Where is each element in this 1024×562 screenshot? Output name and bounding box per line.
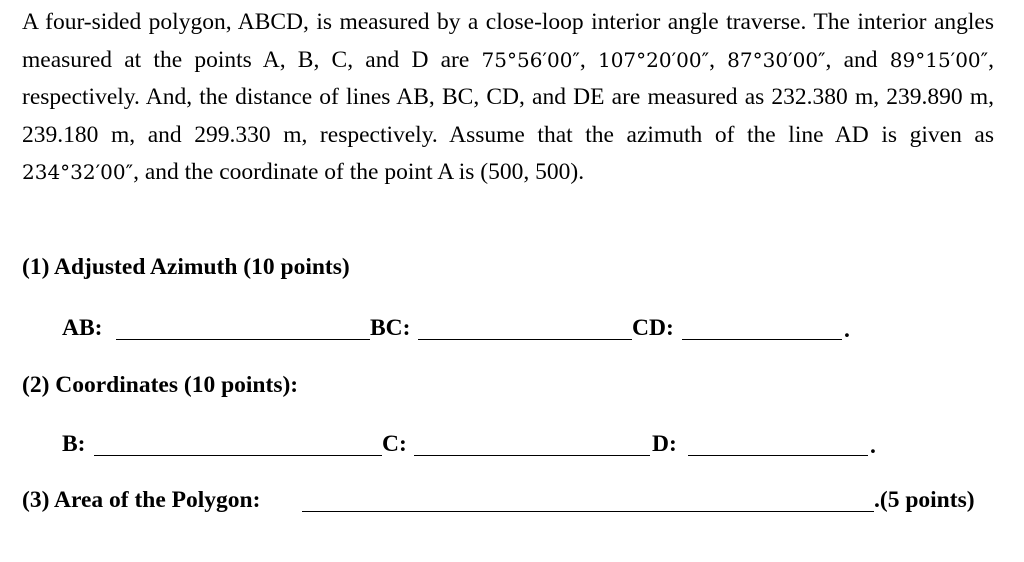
ab-label: AB: — [62, 315, 103, 341]
bc-answer-blank[interactable] — [418, 339, 632, 340]
problem-text-3: , respectively. And, the distance of lines AB, BC, CD, and DE are measured as 232.380 m, 239.890 m, 239.180 m, and 299.330 m, respectively. Assume that the azimuth of the line AD is given as — [22, 46, 994, 148]
c-label: C: — [382, 431, 407, 457]
d-label: D: — [652, 431, 677, 457]
area-answer-row — [22, 486, 1002, 518]
problem-text-2: , and — [825, 46, 890, 73]
area-answer-blank[interactable] — [302, 511, 874, 512]
b-answer-blank[interactable] — [94, 455, 382, 456]
azimuth-ad: 234°32′00″ — [22, 160, 134, 185]
cd-answer-blank[interactable] — [682, 339, 842, 340]
separator-1: , — [579, 46, 598, 73]
coordinates-answer-row — [62, 432, 1002, 462]
problem-text-1: A four-sided polygon, ABCD, is measured by a close-loop interior angle traverse. The interior angles measured at the points A, B, C, and D are — [22, 9, 994, 73]
angle-b: 107°20′00″ — [597, 47, 710, 72]
azimuth-answer-row — [62, 316, 1002, 346]
row-end-period: . — [870, 433, 876, 459]
separator-2: , — [709, 46, 728, 73]
c-answer-blank[interactable] — [414, 455, 650, 456]
problem-text-4: , and the coordinate of the point A is (500, 500). — [133, 159, 585, 186]
b-label: B: — [62, 431, 86, 457]
angle-d: 89°15′00″ — [889, 47, 989, 72]
area-points: .(5 points) — [874, 487, 975, 513]
problem-statement — [22, 4, 994, 192]
angle-a: 75°56′00″ — [481, 47, 580, 72]
section-1-title: (1) Adjusted Azimuth (10 points) — [22, 254, 350, 280]
d-answer-blank[interactable] — [688, 455, 868, 456]
section-2-title: (2) Coordinates (10 points): — [22, 372, 299, 398]
angle-c: 87°30′00″ — [727, 47, 826, 72]
section-3-title: (3) Area of the Polygon: — [22, 487, 261, 513]
row-end-period: . — [844, 317, 850, 343]
cd-label: CD: — [632, 315, 674, 341]
ab-answer-blank[interactable] — [116, 339, 370, 340]
bc-label: BC: — [370, 315, 411, 341]
